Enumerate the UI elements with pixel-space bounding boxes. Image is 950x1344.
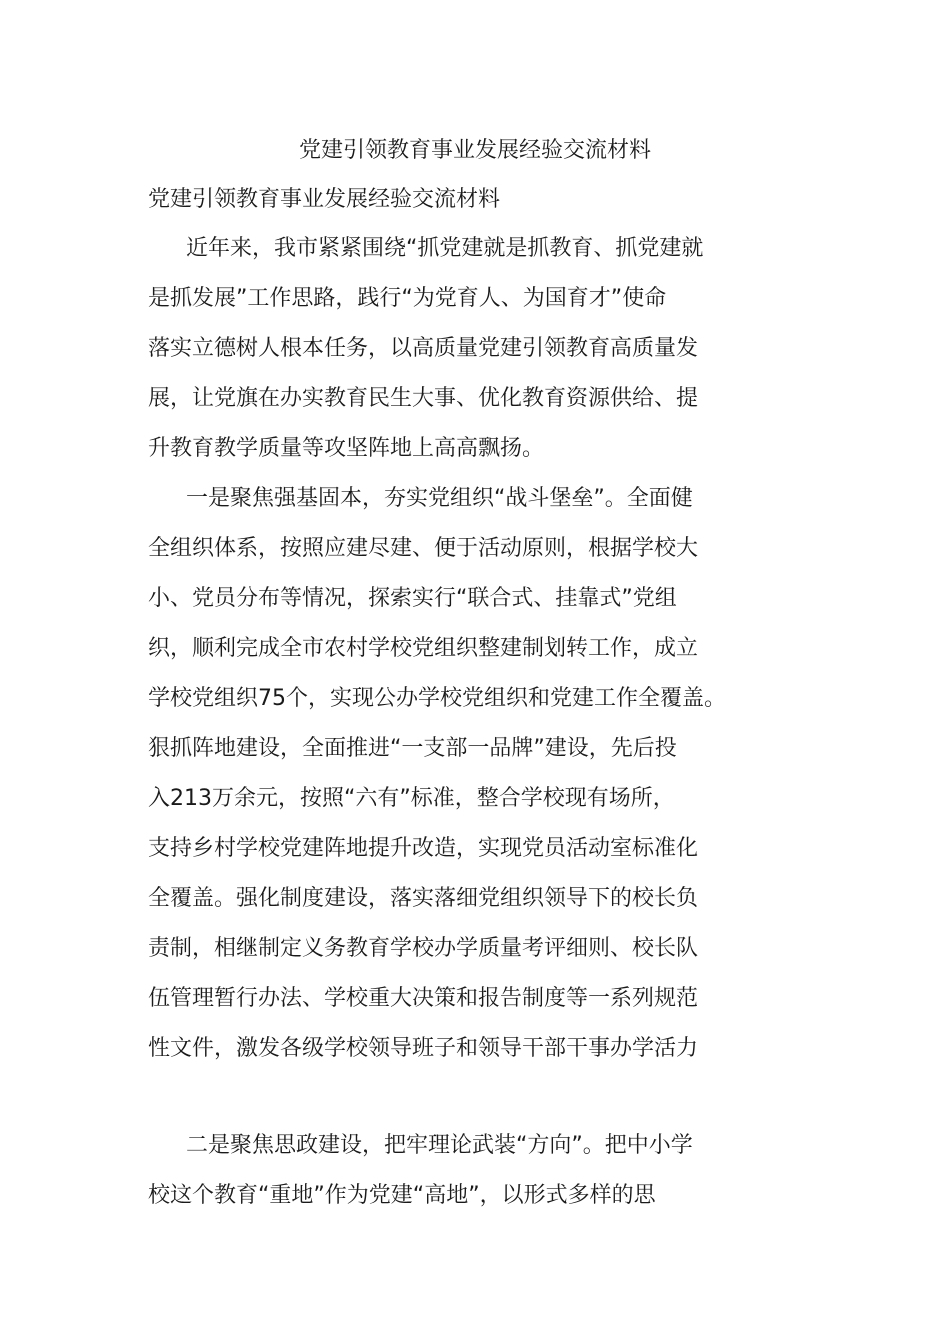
paragraph-line: 伍管理暂行办法、学校重大决策和报告制度等一系列规范 — [148, 986, 699, 1011]
paragraph-line: 校这个教育“重地”作为党建“高地”，以形式多样的思 — [148, 1183, 656, 1208]
paragraph-line: 一是聚焦强基固本，夯实党组织“战斗堡垒”。全面健 — [186, 486, 693, 511]
paragraph-line: 织，顺利完成全市农村学校党组织整建制划转工作，成立 — [148, 636, 699, 661]
paragraph-line: 是抓发展”工作思路，践行“为党育人、为国育才”使命 — [148, 286, 667, 311]
paragraph-line: 学校党组织75个，实现公办学校党组织和党建工作全覆盖。 — [148, 686, 726, 711]
paragraph-line: 全覆盖。强化制度建设，落实落细党组织领导下的校长负 — [148, 886, 699, 911]
paragraph-line: 狠抓阵地建设，全面推进“一支部一品牌”建设，先后投 — [148, 736, 677, 761]
paragraph-line: 升教育教学质量等攻坚阵地上高高飘扬。 — [148, 436, 545, 461]
paragraph-line: 支持乡村学校党建阵地提升改造，实现党员活动室标准化 — [148, 836, 699, 861]
paragraph-line: 近年来，我市紧紧围绕“抓党建就是抓教育、抓党建就 — [186, 236, 704, 261]
document-subtitle: 党建引领教育事业发展经验交流材料 — [148, 187, 501, 212]
paragraph-line: 责制，相继制定义务教育学校办学质量考评细则、校长队 — [148, 936, 699, 961]
paragraph-line: 落实立德树人根本任务，以高质量党建引领教育高质量发 — [148, 336, 699, 361]
paragraph-line: 展，让党旗在办实教育民生大事、优化教育资源供给、提 — [148, 386, 699, 411]
paragraph-line: 全组织体系，按照应建尽建、便于活动原则，根据学校大 — [148, 536, 699, 561]
paragraph-line: 二是聚焦思政建设，把牢理论武装“方向”。把中小学 — [186, 1133, 693, 1158]
document-title: 党建引领教育事业发展经验交流材料 — [298, 138, 651, 163]
paragraph-line: 小、党员分布等情况，探索实行“联合式、挂靠式”党组 — [148, 586, 677, 611]
paragraph-line: 性文件，激发各级学校领导班子和领导干部干事办学活力 — [148, 1036, 699, 1061]
paragraph-line: 入213万余元，按照“六有”标准，整合学校现有场所， — [148, 786, 675, 811]
